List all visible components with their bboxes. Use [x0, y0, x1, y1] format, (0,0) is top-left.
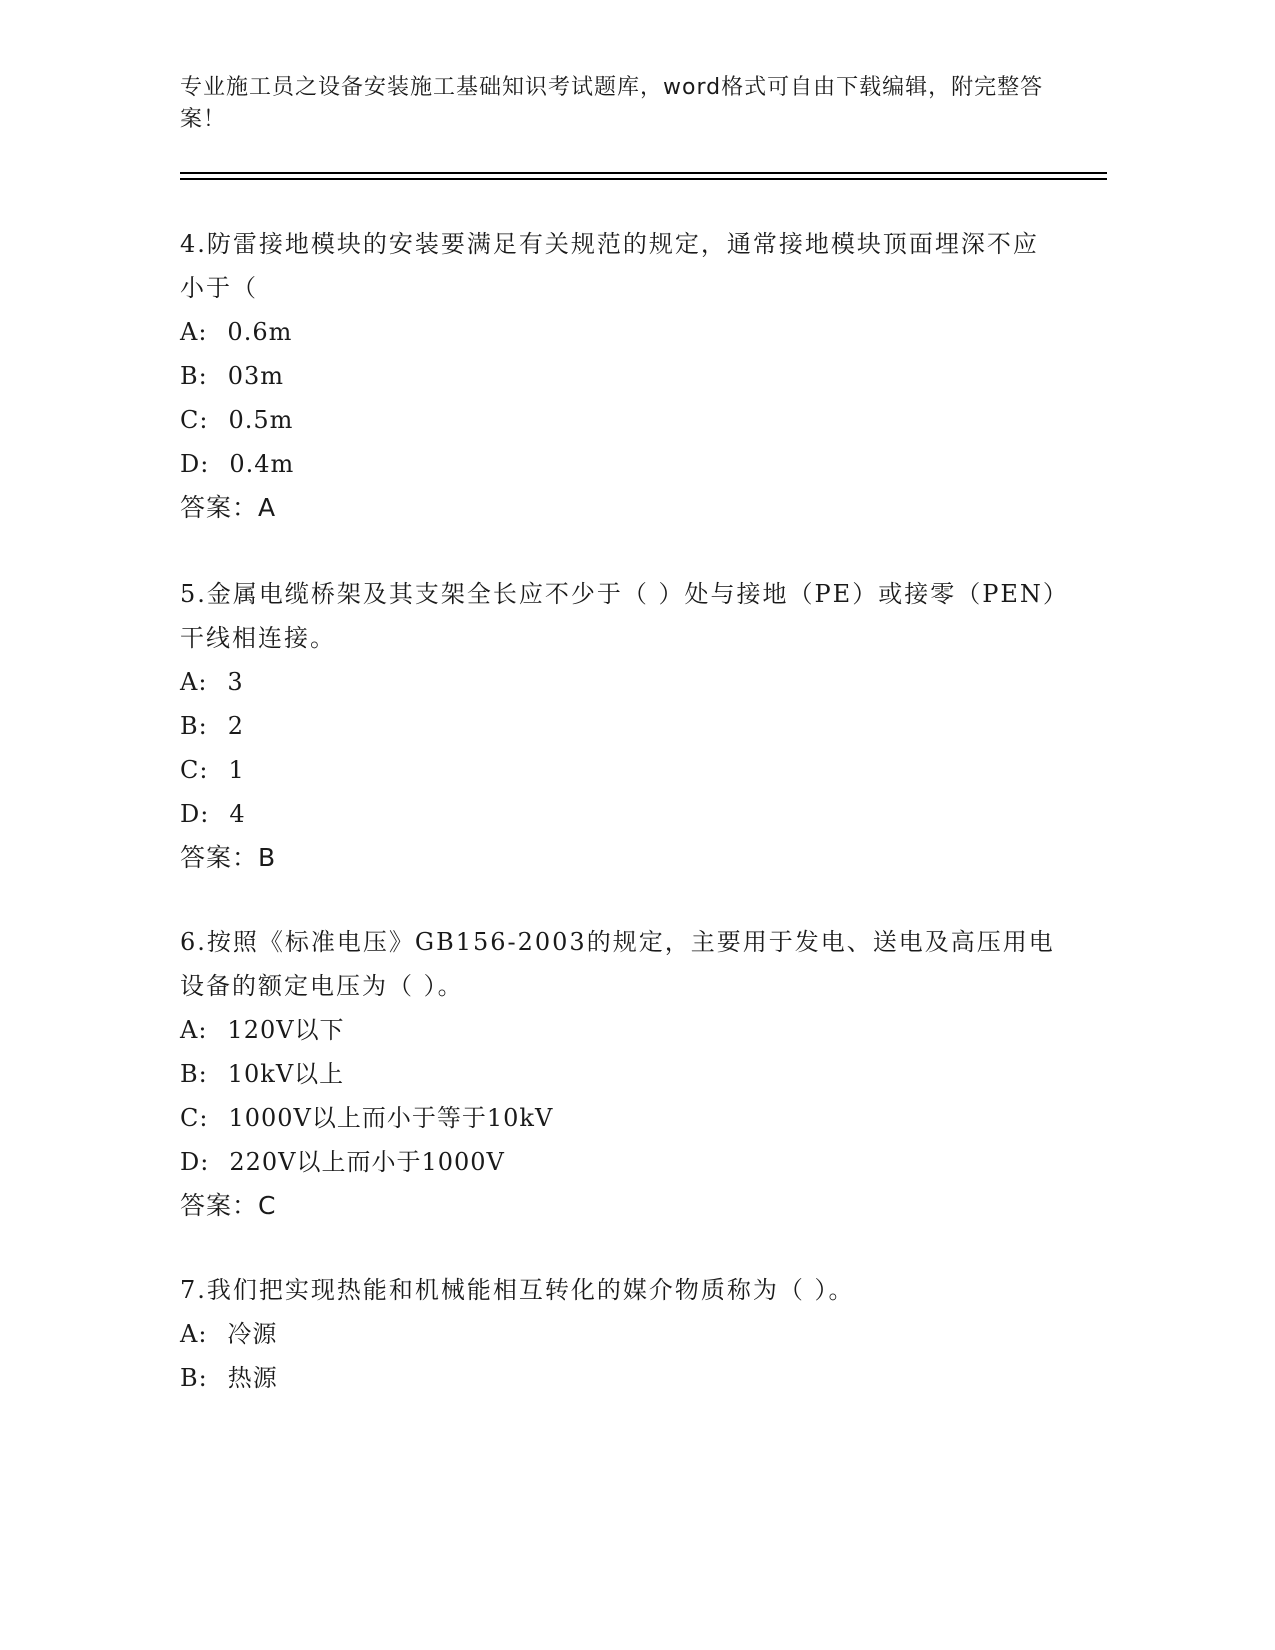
option-d: [180, 1140, 1060, 1184]
answer-label: 答案：B: [180, 843, 277, 872]
option-text: 0.4m: [229, 450, 295, 478]
question-stem: 6.按照《标准电压》GB156-2003的规定，主要用于发电、送电及高压用电设备的额定电压为（ ）。: [180, 928, 1055, 1000]
option-text: 03m: [227, 362, 285, 390]
option-c: [180, 398, 1060, 442]
option-key: A:: [180, 318, 208, 346]
header-divider-bottom: [180, 178, 1107, 180]
option-key: D:: [180, 800, 210, 828]
option-text: 4: [229, 800, 246, 828]
option-key: D:: [180, 450, 210, 478]
option-b: [180, 704, 1060, 748]
option-text: 热源: [227, 1364, 278, 1392]
option-a: [180, 1312, 1060, 1356]
question-4: [180, 222, 1060, 530]
option-key: B:: [180, 1364, 208, 1392]
option-key: C:: [180, 1104, 209, 1132]
option-text: 220V以上而小于1000V: [229, 1148, 505, 1176]
option-key: A:: [180, 1320, 208, 1348]
option-c: [180, 748, 1060, 792]
option-text: 120V以下: [227, 1016, 345, 1044]
option-c: [180, 1096, 1060, 1140]
option-text: 10kV以上: [227, 1060, 345, 1088]
option-text: 冷源: [227, 1320, 278, 1348]
option-text: 0.6m: [227, 318, 293, 346]
answer-label: 答案：A: [180, 493, 277, 522]
question-7: [180, 1268, 1060, 1400]
answer-label: 答案：C: [180, 1191, 277, 1220]
option-a: [180, 310, 1060, 354]
option-text: 3: [227, 668, 244, 696]
document-header: 专业施工员之设备安装施工基础知识考试题库，word格式可自由下载编辑，附完整答案！: [180, 75, 1044, 132]
option-b: [180, 1356, 1060, 1400]
option-text: 2: [227, 712, 245, 740]
header-divider-top: [180, 172, 1107, 174]
question-stem: 5.金属电缆桥架及其支架全长应不少于（ ）处与接地（PE）或接零（PEN）干线相连接。: [180, 580, 1057, 652]
option-key: A:: [180, 668, 208, 696]
option-d: [180, 442, 1060, 486]
question-5: [180, 572, 1060, 880]
option-a: [180, 1008, 1060, 1052]
option-text: 1000V以上而小于等于10kV: [228, 1104, 554, 1132]
option-b: [180, 1052, 1060, 1096]
option-key: B:: [180, 362, 208, 390]
option-key: B:: [180, 1060, 208, 1088]
option-key: C:: [180, 406, 209, 434]
option-key: B:: [180, 712, 208, 740]
question-stem: 7.我们把实现热能和机械能相互转化的媒介物质称为（ ）。: [180, 1276, 855, 1304]
option-key: C:: [180, 756, 209, 784]
question-stem: 4.防雷接地模块的安装要满足有关规范的规定，通常接地模块顶面埋深不应小于（: [180, 230, 1039, 302]
option-b: [180, 354, 1060, 398]
option-text: 0.5m: [228, 406, 294, 434]
option-key: D:: [180, 1148, 210, 1176]
option-d: [180, 792, 1060, 836]
question-6: [180, 920, 1060, 1228]
option-a: [180, 660, 1060, 704]
option-text: 1: [228, 756, 245, 784]
option-key: A:: [180, 1016, 208, 1044]
